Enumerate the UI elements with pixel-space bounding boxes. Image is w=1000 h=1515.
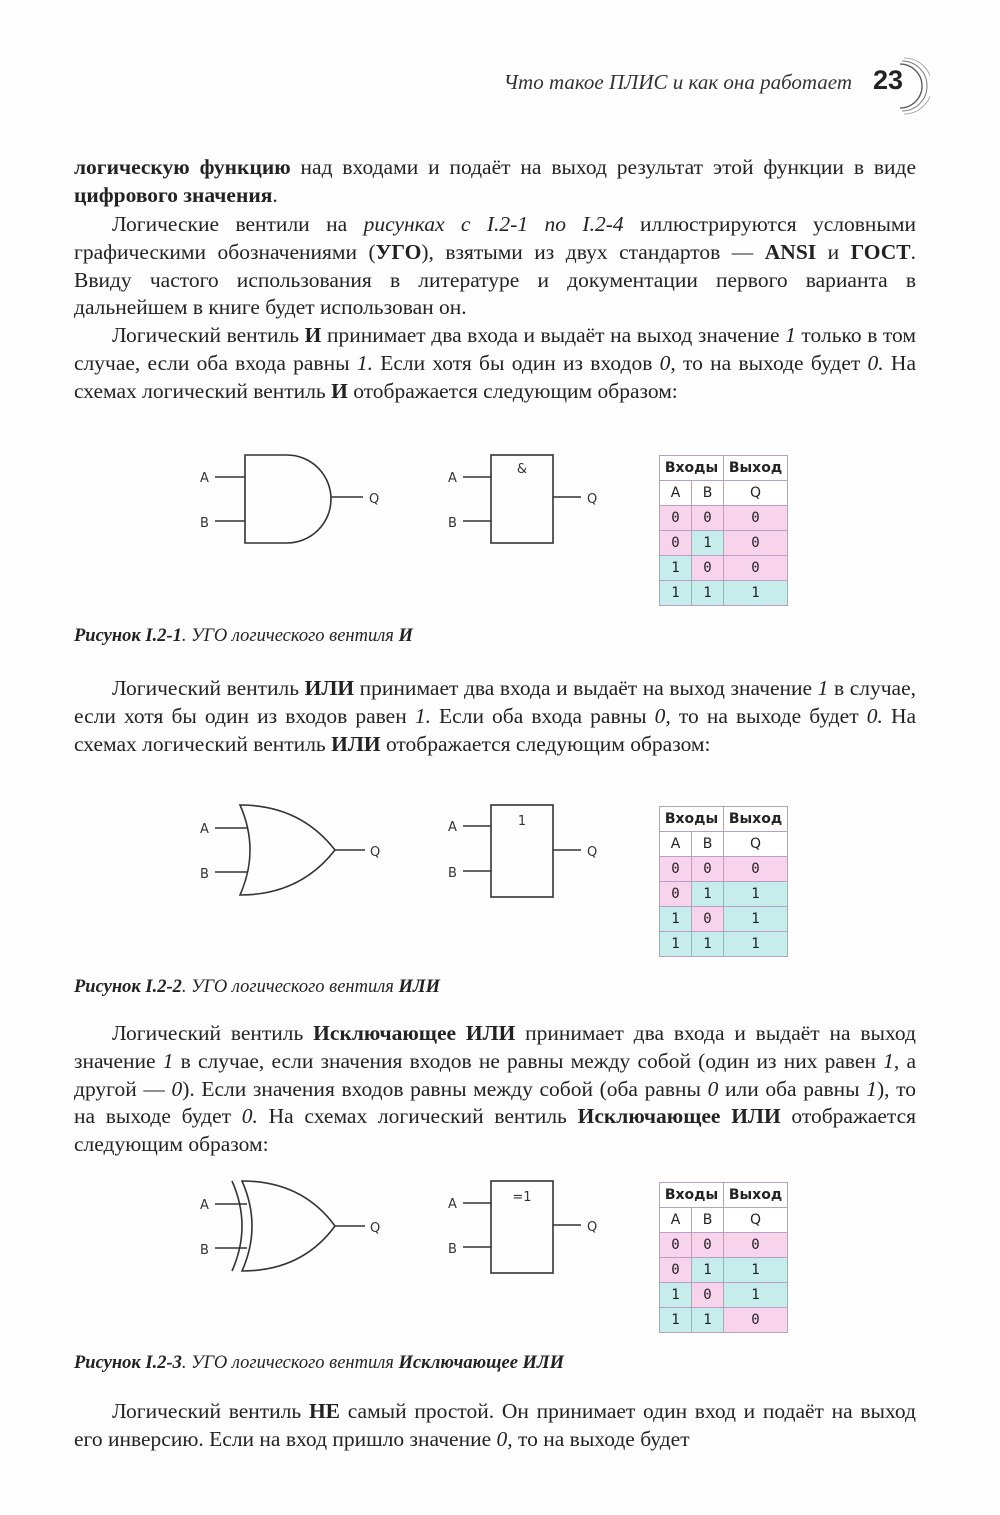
svg-text:A: A [448, 471, 457, 486]
figure-and-gate [0, 450, 1000, 620]
svg-text:A: A [448, 820, 457, 835]
header-output: Выход [724, 1183, 788, 1208]
svg-text:Q: Q [369, 492, 380, 507]
svg-text:A: A [448, 1197, 457, 1212]
svg-text:B: B [200, 516, 209, 531]
table-row: 1 1 0 [660, 1308, 788, 1333]
svg-text:=1: =1 [512, 1190, 532, 1205]
figure-or-gate [0, 801, 1000, 971]
page-header [0, 62, 1000, 112]
table-row: 0 0 0 [660, 1233, 788, 1258]
svg-text:1: 1 [517, 814, 527, 829]
paragraph-4: Логический вентиль ИЛИ принимает два входа и выдаёт на выход значение 1 в случае, если хотя бы один из входов равен 1. Если оба входа равны 0, то на выходе будет 0. На схемах логический вентиль ИЛИ отображается следующим образом: [74, 676, 917, 756]
table-row: 1 1 1 [660, 932, 788, 957]
svg-text:A: A [200, 471, 209, 486]
or-gate-ansi-icon [195, 801, 395, 911]
header-output: Выход [724, 807, 788, 832]
paragraph-3: Логический вентиль И принимает два входа и выдаёт на выход значение 1 только в том случае, если оба входа равны 1. Если хотя бы один из входов 0, то на выходе будет 0. На схемах логический вентиль И отображается следующим образом: [74, 323, 916, 403]
xor-gate-ansi-icon [195, 1177, 395, 1287]
svg-text:B: B [448, 1242, 457, 1257]
paragraph-5: Логический вентиль Исключающее ИЛИ принимает два входа и выдаёт на выход значение 1 в случае, если значения входов не равны между собой (один из них равен 1, а другой — 0). Если значения входов равны между собой (оба равны 0 или оба равны 1), то на выходе будет 0. На схемах логический вентиль Исключающее ИЛИ отображается следующим образом: [74, 1021, 917, 1157]
svg-text:Q: Q [370, 1221, 381, 1236]
truth-table-or: Входы Выход A B Q 0 0 0 0 1 1 1 0 1 1 1 1 [659, 806, 788, 957]
table-row: 0 0 0 [660, 506, 788, 531]
header-output: Выход [724, 456, 788, 481]
paragraph-2: Логические вентили на рисунках с I.2-1 по I.2-4 иллюстрируются условными графическими обозначениями (УГО), взятыми из двух стандартов — ANSI и ГОСТ. Ввиду частого использования в литературе и документации первого варианта в дальнейшем в книге будет использован он. [74, 212, 916, 320]
table-row: 0 0 0 [660, 857, 788, 882]
svg-text:Q: Q [587, 1220, 598, 1235]
paragraph-6: Логический вентиль НЕ самый простой. Он принимает один вход и подаёт на выход его инверсию. Если на вход пришло значение 0, то на выходе будет [74, 1399, 916, 1451]
paragraph-1: логическую функцию над входами и подаёт на выход результат этой функции в виде цифрового значения. [74, 155, 916, 207]
svg-text:B: B [448, 866, 457, 881]
table-row: 1 0 1 [660, 907, 788, 932]
svg-text:B: B [448, 516, 457, 531]
svg-text:A: A [200, 822, 209, 837]
and-gate-ansi-icon [195, 450, 395, 560]
table-row: 0 1 0 [660, 531, 788, 556]
running-title: Что такое ПЛИС и как она работает [503, 70, 852, 94]
svg-text:A: A [200, 1198, 209, 1213]
figure-xor-gate [0, 1177, 1000, 1347]
header-inputs: Входы [660, 456, 724, 481]
and-gate-gost-icon [443, 450, 613, 560]
table-row: 0 1 1 [660, 1258, 788, 1283]
svg-text:Q: Q [370, 845, 381, 860]
truth-table-xor: Входы Выход A B Q 0 0 0 0 1 1 1 0 1 1 1 0 [659, 1182, 788, 1333]
or-gate-gost-icon [443, 801, 613, 911]
svg-text:Q: Q [587, 492, 598, 507]
svg-text:B: B [200, 867, 209, 882]
truth-table-and: Входы Выход A B Q 0 0 0 0 1 0 1 0 0 1 1 1 [659, 455, 788, 606]
svg-text:B: B [200, 1243, 209, 1258]
figure-caption-3: Рисунок I.2-3. УГО логического вентиля Исключающее ИЛИ [74, 1353, 564, 1373]
page-number-arc-icon [870, 56, 930, 116]
header-inputs: Входы [660, 807, 724, 832]
table-row: 0 1 1 [660, 882, 788, 907]
table-row: 1 1 1 [660, 581, 788, 606]
xor-gate-gost-icon [443, 1177, 613, 1287]
figure-caption-1: Рисунок I.2-1. УГО логического вентиля И [74, 626, 413, 646]
figure-caption-2: Рисунок I.2-2. УГО логического вентиля ИЛИ [74, 977, 440, 997]
table-row: 1 0 0 [660, 556, 788, 581]
svg-text:&: & [516, 462, 528, 477]
page-number: 23 [872, 65, 903, 95]
svg-text:Q: Q [587, 845, 598, 860]
header-inputs: Входы [660, 1183, 724, 1208]
table-row: 1 0 1 [660, 1283, 788, 1308]
